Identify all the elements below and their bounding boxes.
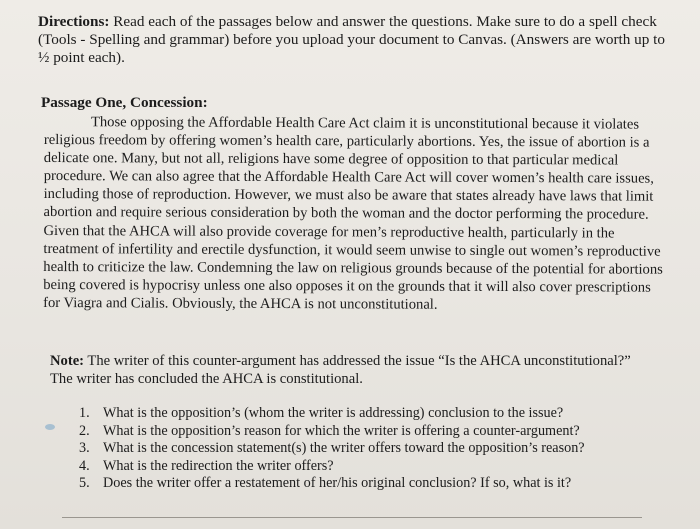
passage-title: Passage One, Concession: [41,94,208,111]
question-text: What is the redirection the writer offers? [103,457,334,474]
question-item [79,423,679,441]
question-item [79,475,679,493]
question-text: What is the opposition’s (whom the writer is addressing) conclusion to the issue? [103,405,564,421]
question-number: 5. [79,475,90,492]
question-item [79,458,679,476]
list-marker-dot [45,424,55,430]
question-number: 2. [79,422,90,439]
passage-body: Those opposing the Affordable Health Care Act claim it is unconstitutional because it violates religious freedom by offering women’s health care, particularly abortions. Yes, the issue of abortion is a delicate one. Many, but not all, religions have some degree of opposition to that particular medical procedure. We can also agree that the Affordable Health Care Act will cover women’s health care issues, including those of reproduction. However, we must also be aware that states already have laws that limit abortion and require serious consideration by both the woman and the doctor performing the procedure. Given that the AHCA will also provide coverage for men’s reproductive health, particularly in the treatment of infertility and erectile dysfunction, it would seem unwise to single out women’s reproductive health to criticize the law. Condemning the law on religious grounds because of the potential for abortions being covered is hypocrisy unless one also opposes it on the grounds that it will also cover prescriptions for Viagra and Cialis. Obviously, the AHCA is not unconstitutional. [43,114,663,313]
note-text: The writer of this counter-argument has addressed the issue “Is the AHCA unconstitutional?” The writer has concluded the AHCA is constitutional. [50,353,631,387]
question-item [79,440,679,458]
directions-paragraph [38,13,678,67]
note-label: Note: [50,353,85,369]
question-text: What is the concession statement(s) the writer offers toward the opposition’s reason? [103,440,585,457]
answer-line [62,517,642,518]
question-number: 3. [79,440,90,457]
question-item [79,405,679,423]
note-paragraph [50,352,650,388]
questions-list [79,405,679,493]
question-text: What is the opposition’s reason for which the writer is offering a counter-argument? [103,422,580,439]
question-number: 1. [79,405,90,421]
question-number: 4. [79,457,90,474]
question-text: Does the writer offer a restatement of her/his original conclusion? If so, what is it? [103,475,572,492]
directions-label: Directions: [38,13,110,30]
directions-text: Read each of the passages below and answer the questions. Make sure to do a spell check (Tools - Spelling and grammar) before you upload your document to Canvas. (Answers are worth up to ½ point each). [38,13,665,66]
